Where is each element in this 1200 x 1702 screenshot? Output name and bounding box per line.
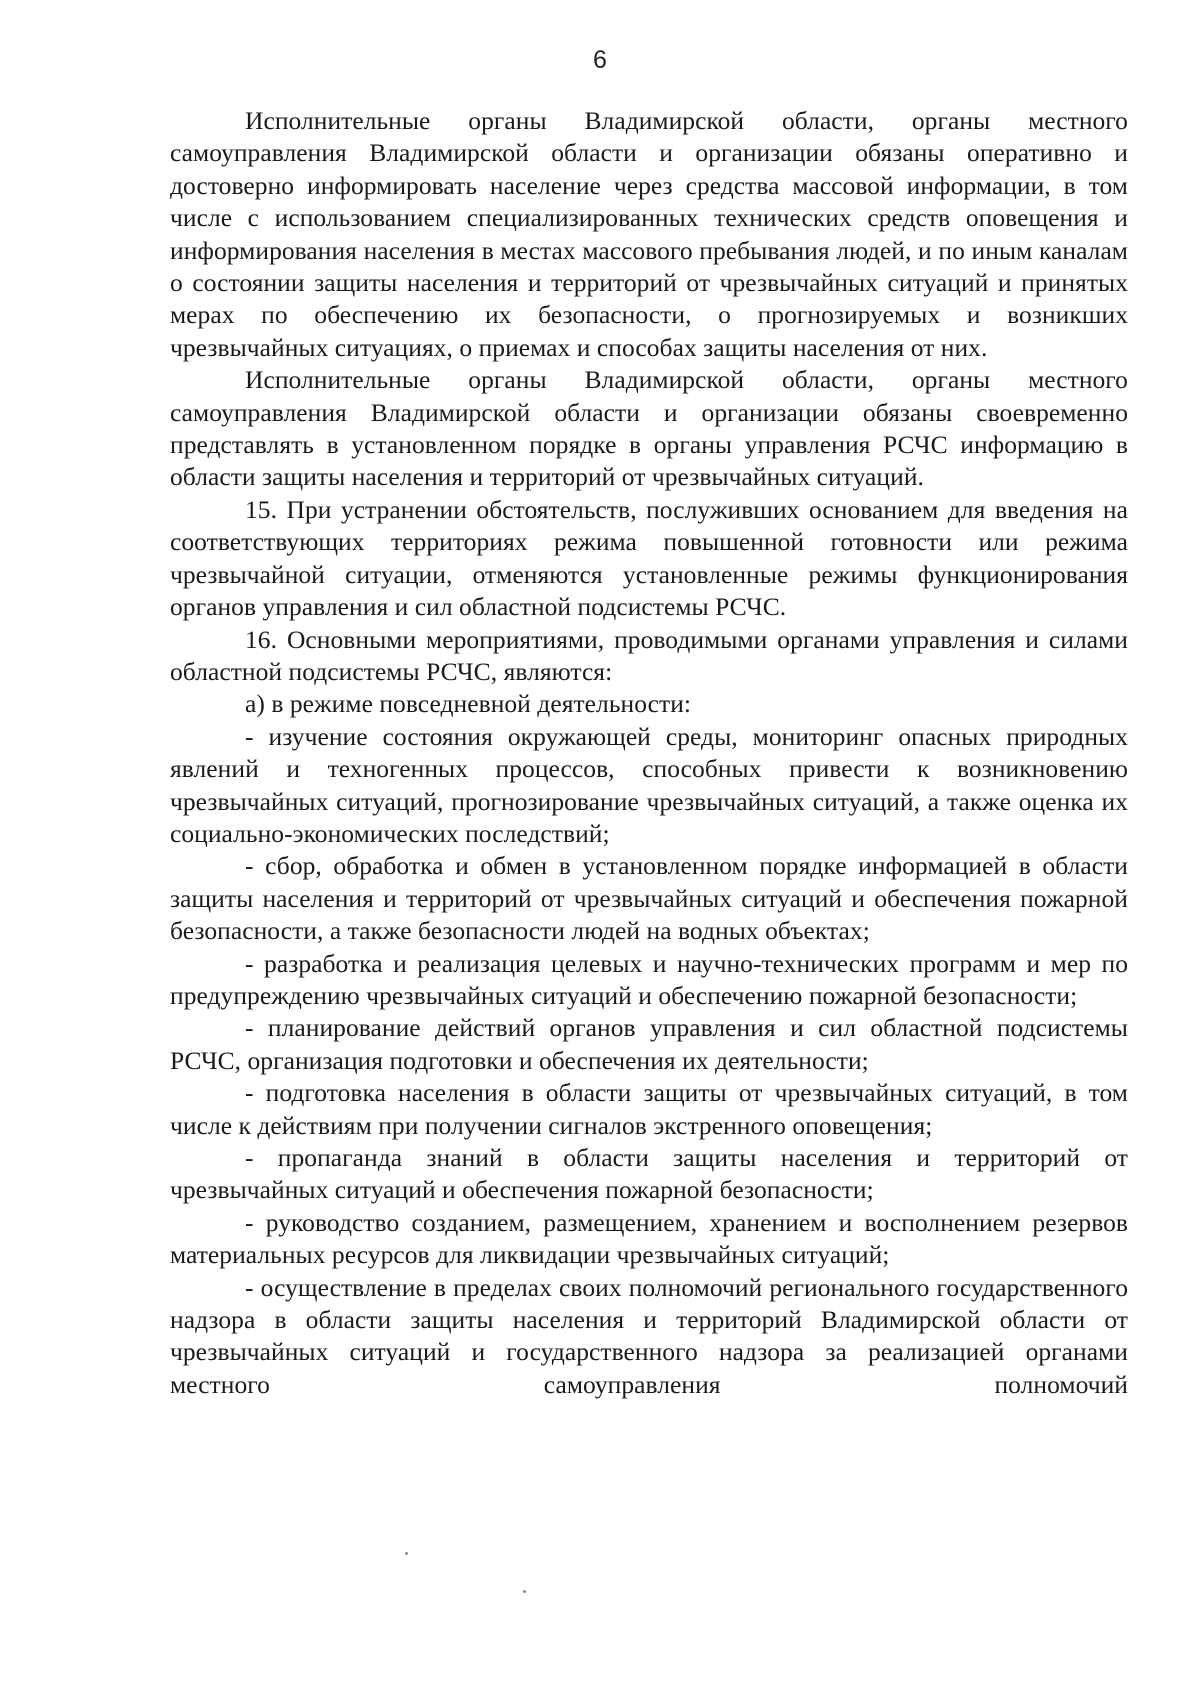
document-body: [170, 105, 1128, 1401]
list-item-population-training: - подготовка населения в области защиты от чрезвычайных ситуаций, в том числе к действиям при получении сигналов экстренного оповещения;: [170, 1078, 1128, 1140]
scan-speck: [523, 1590, 526, 1593]
list-item-knowledge-propaganda: - пропаганда знаний в области защиты населения и территорий от чрезвычайных ситуаций и обеспечения пожарной безопасности;: [170, 1143, 1128, 1205]
list-item-state-supervision: - осуществление в пределах своих полномочий регионального государственного надзора в области защиты населения и территорий Владимирской области от чрезвычайных ситуаций и государственного надзора за реализацией органами местного самоуправления полномочий: [170, 1272, 1128, 1399]
list-item-environment-monitoring: - изучение состояния окружающей среды, мониторинг опасных природных явлений и техногенных процессов, способных привести к возникновению чрезвычайных ситуаций, прогнозирование чрезвычайных ситуаций, а также оценка их социально-экономических последствий;: [170, 721, 1128, 848]
paragraph-subitem-a: а) в режиме повседневной деятельности:: [245, 689, 692, 719]
paragraph-item-16: 16. Основными мероприятиями, проводимыми органами управления и силами областной подсистемы РСЧС, являются:: [170, 624, 1128, 686]
list-item-reserves-management: - руководство созданием, размещением, хранением и восполнением резервов материальных ресурсов для ликвидации чрезвычайных ситуаций;: [170, 1207, 1128, 1270]
paragraph-item-15: 15. При устранении обстоятельств, послуживших основанием для введения на соответствующих территориях режима повышенной готовности или режима чрезвычайной ситуации, отменяются установленные режимы функционирования органов управления и сил областной подсистемы РСЧС.: [170, 494, 1128, 622]
list-item-programs-development: - разработка и реализация целевых и научно-технических программ и мер по предупреждению чрезвычайных ситуаций и обеспечению пожарной безопасности;: [170, 948, 1128, 1010]
list-item-action-planning: - планирование действий органов управления и сил областной подсистемы РСЧС, организация подготовки и обеспечения их деятельности;: [170, 1013, 1128, 1075]
scan-speck: [405, 1552, 408, 1555]
paragraph-reporting-information: Исполнительные органы Владимирской области, органы местного самоуправления Владимирской области и организации обязаны своевременно представлять в установленном порядке в органы управления РСЧС информацию в области защиты населения и территорий от чрезвычайных ситуаций.: [170, 365, 1128, 492]
paragraph-informing-population: Исполнительные органы Владимирской области, органы местного самоуправления Владимирской области и организации обязаны оперативно и достоверно информировать население через средства массовой информации, в том числе с использованием специализированных технических средств оповещения и информирования населения в местах массового пребывания людей, и по иным каналам о состоянии защиты населения и территорий от чрезвычайных ситуаций и принятых мерах по обеспечению их безопасности, о прогнозируемых и возникших чрезвычайных ситуациях, о приемах и способах защиты населения от них.: [170, 106, 1128, 362]
list-item-information-exchange: - сбор, обработка и обмен в установленном порядке информацией в области защиты населения и территорий от чрезвычайных ситуаций и обеспечения пожарной безопасности, а также безопасности людей на водных объектах;: [170, 851, 1128, 946]
page-number: 6: [593, 46, 607, 74]
